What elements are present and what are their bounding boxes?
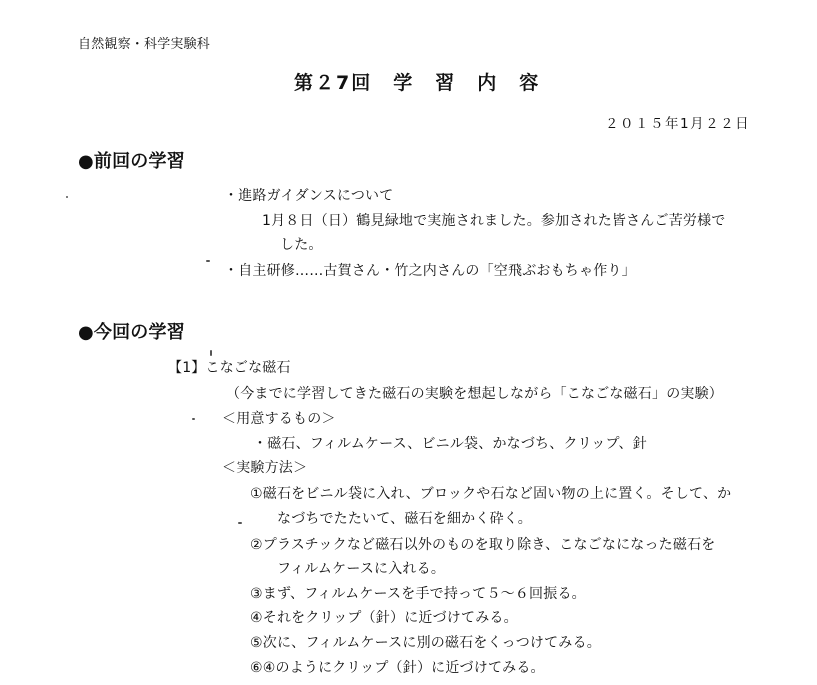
previous-lesson-heading: ●前回の学習 bbox=[78, 151, 185, 172]
scan-speck bbox=[66, 196, 68, 198]
scan-speck bbox=[192, 418, 195, 420]
current-line: ①磁石をビニル袋に入れ、ブロックや石など固い物の上に置く。そして、か bbox=[250, 486, 732, 502]
current-line: ⑤次に、フィルムケースに別の磁石をくっつけてみる。 bbox=[250, 635, 601, 651]
previous-line: ・進路ガイダンスについて bbox=[224, 188, 394, 204]
department-label: 自然観察・科学実験科 bbox=[78, 37, 211, 52]
current-line: 【1】こなごな磁石 bbox=[168, 360, 291, 376]
current-line: フィルムケースに入れる。 bbox=[277, 561, 446, 577]
previous-line: 1月８日（日）鶴見緑地で実施されました。参加された皆さんご苦労様で bbox=[262, 213, 726, 229]
previous-line: ・自主研修……古賀さん・竹之内さんの「空飛ぶおもちゃ作り」 bbox=[224, 263, 636, 279]
current-line: ④それをクリップ（針）に近づけてみる。 bbox=[250, 610, 518, 626]
document-date: ２０１５年1月２２日 bbox=[605, 116, 751, 132]
scan-speck bbox=[238, 522, 242, 524]
previous-line: した。 bbox=[280, 237, 323, 253]
current-line: ＜用意するもの＞ bbox=[222, 411, 336, 427]
current-line: ＜実験方法＞ bbox=[222, 460, 308, 476]
scan-speck bbox=[206, 260, 210, 262]
document-title: 第２7回 学 習 内 容 bbox=[294, 72, 541, 94]
scan-speck bbox=[210, 350, 212, 356]
current-line: ②プラスチックなど磁石以外のものを取り除き、こなごなになった磁石を bbox=[250, 537, 716, 553]
current-line: （今までに学習してきた磁石の実験を想起しながら「こなごな磁石」の実験） bbox=[226, 386, 723, 402]
current-line: なづちでたたいて、磁石を細かく砕く。 bbox=[277, 511, 532, 527]
current-line: ③まず、フィルムケースを手で持って５～６回振る。 bbox=[250, 586, 586, 602]
current-line: ・磁石、フィルムケース、ビニル袋、かなづち、クリップ、針 bbox=[253, 436, 647, 452]
current-line: ⑥④のようにクリップ（針）に近づけてみる。 bbox=[250, 660, 545, 676]
current-lesson-heading: ●今回の学習 bbox=[78, 322, 185, 343]
